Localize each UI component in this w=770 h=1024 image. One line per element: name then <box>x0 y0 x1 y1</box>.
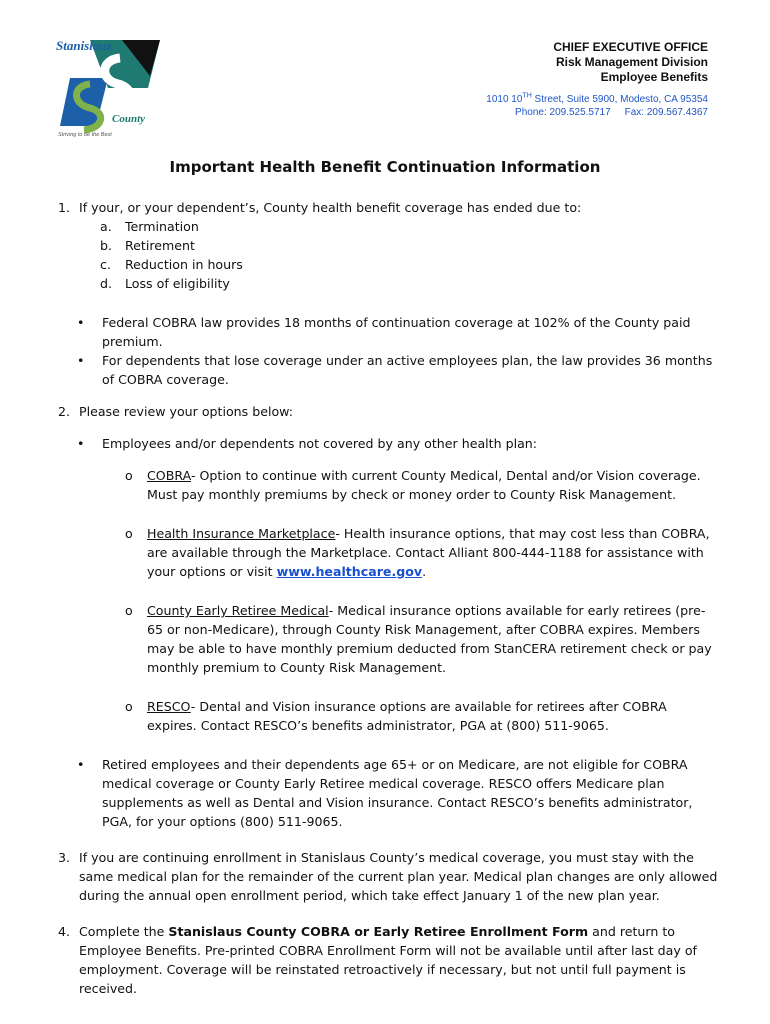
fax: Fax: 209.567.4367 <box>624 107 708 118</box>
list-item: a. Termination <box>100 219 199 234</box>
option-resco: o RESCO- Dental and Vision insurance options are available for retirees after COBRA expires. Contact RESCO’s benefits administrator, PGA at (800) 511-9065. <box>125 699 667 733</box>
stanislaus-county-logo <box>50 38 165 138</box>
dept-name: Employee Benefits <box>600 70 708 84</box>
bullet-item: • Retired employees and their dependents age 65+ or on Medicare, are not eligible for COBRA medical coverage or County Early Retiree medical coverage. RESCO offers Medicare plan supplements as well as Dental and Vision insurance. Contact RESCO’s benefits administrator, PGA, for your options (800) 511-9065. <box>77 757 693 829</box>
option-early-retiree: o County Early Retiree Medical- Medical insurance options available for early retirees (pre-65 or non-Medicare), through County Risk Management, after COBRA expires. Members may be able to have monthly premium deducted from StanCERA retirement check or pay monthly premium to County Risk Management. <box>125 603 712 675</box>
division-name: Risk Management Division <box>555 55 708 69</box>
list-item: b. Retirement <box>100 238 195 253</box>
page-title: Important Health Benefit Continuation Information <box>169 158 601 176</box>
letterhead <box>486 40 708 119</box>
bullet-item: • Employees and/or dependents not covered by any other health plan: <box>77 436 538 451</box>
list-item: c. Reduction in hours <box>100 257 243 272</box>
bullet-item: • Federal COBRA law provides 18 months of continuation coverage at 102% of the County paid premium. <box>77 315 691 349</box>
logo-tagline: Striving to be the Best <box>58 132 112 138</box>
section-3: 3. If you are continuing enrollment in Stanislaus County’s medical coverage, you must stay with the same medical plan for the remainder of the current plan year. Medical plan changes are only allowed during the annual open enrollment period, which take effect January 1 of the new plan year. <box>58 850 718 903</box>
office-name: CHIEF EXECUTIVE OFFICE <box>553 40 708 54</box>
phone: Phone: 209.525.5717 <box>515 107 611 118</box>
reason-list <box>100 217 718 293</box>
enrollment-form-name: Stanislaus County COBRA or Early Retiree Enrollment Form <box>168 924 589 939</box>
option-cobra: o COBRA- Option to continue with current County Medical, Dental and/or Vision coverage. Must pay monthly premiums by check or money order to County Risk Management. <box>125 468 701 502</box>
bullet-item: • For dependents that lose coverage under an active employees plan, the law provides 36 months of COBRA coverage. <box>77 353 713 387</box>
option-marketplace: o Health Insurance Marketplace- Health insurance options, that may cost less than COBRA, are available through the Marketplace. Contact Alliant 800-444-1188 for assistance with your options or visit www.healthcare.gov. <box>125 526 710 579</box>
section-1: 1. If your, or your dependent’s, County health benefit coverage has ended due to: <box>58 200 582 215</box>
logo-bottom-text: County <box>112 113 146 125</box>
document-body <box>58 198 718 998</box>
healthcare-gov-link[interactable]: www.healthcare.gov <box>276 564 423 579</box>
contact-line <box>486 106 708 119</box>
address: 1010 10TH Street, Suite 5900, Modesto, CA 95354 <box>486 92 708 105</box>
section-2: 2. Please review your options below: <box>58 404 294 419</box>
list-item: d. Loss of eligibility <box>100 276 230 291</box>
section-4: 4. Complete the Stanislaus County COBRA or Early Retiree Enrollment Form and return to Employee Benefits. Pre-printed COBRA Enrollment Form will not be available until after last day of employment. Coverage will be reinstated retroactively if necessary, but not until full payment is received. <box>58 924 697 996</box>
logo-top-text: Stanislaus <box>56 38 112 53</box>
